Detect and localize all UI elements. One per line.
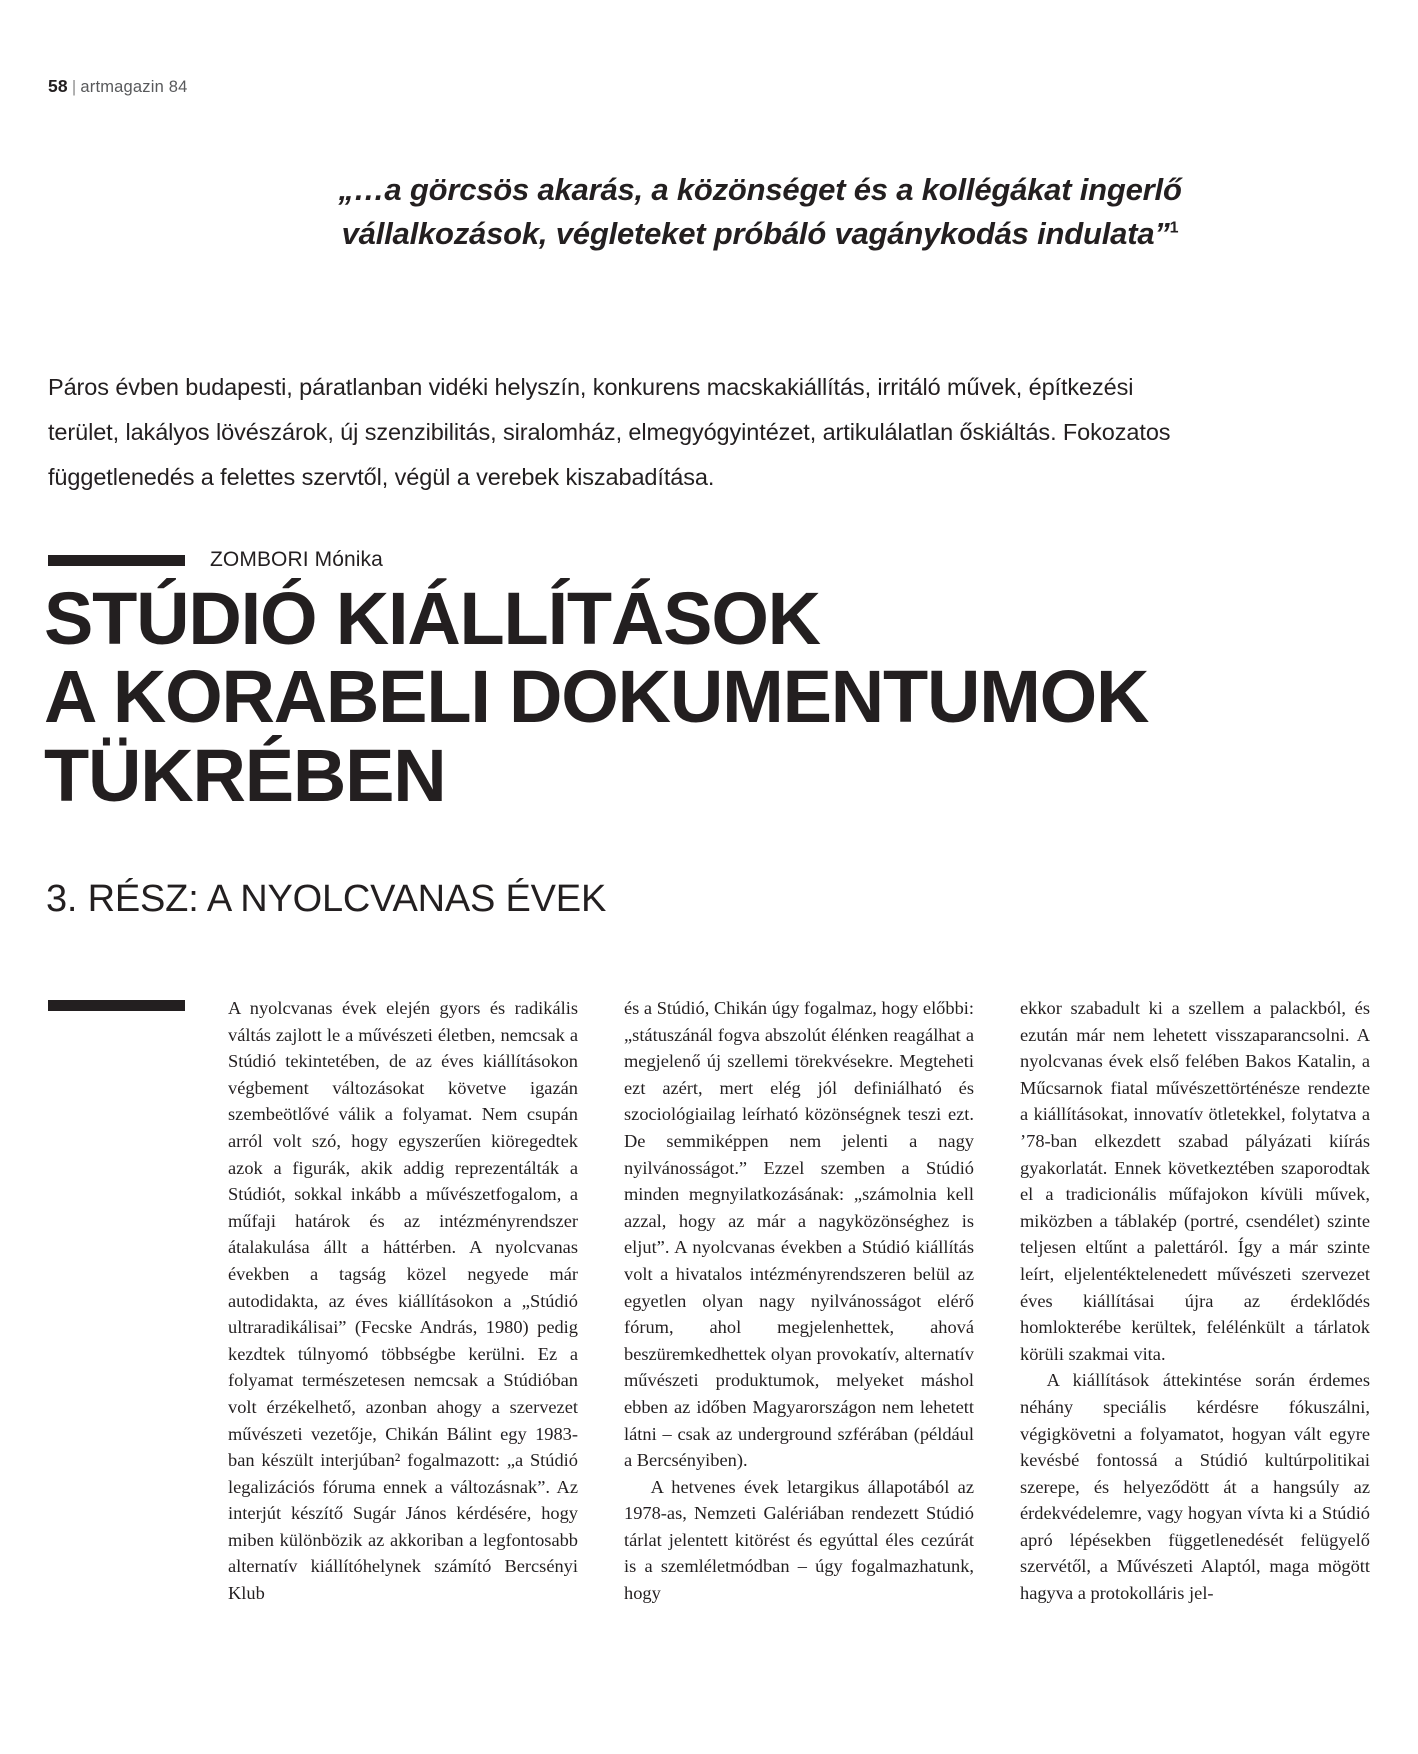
body-column-3: [1020, 995, 1370, 1607]
pull-quote-text: „…a görcsös akarás, a közönséget és a kollégákat ingerlő vállalkozások, végleteket próbáló vagánykodás indulata”: [338, 172, 1182, 252]
page-title: [44, 577, 1334, 817]
body-start-rule: [48, 1000, 185, 1011]
paragraph: és a Stúdió, Chikán úgy fogalmaz, hogy előbbi: „státuszánál fogva abszolút élénken reagálhat a megjelenő új szellemi törekvésekre. Megteheti ezt azért, mert elég jól definiálható és szociológiailag leírható közönségnek teszi ezt. De semmiképpen nem jelenti a nagy nyilvánosságot.” Ezzel szemben a Stúdió minden megnyilatkozásának: „számolnia kell azzal, hogy az már a nagyközönséghez is eljut”. A nyolcvanas években a Stúdió kiállítás volt a hivatalos intézményrendszeren belül az egyetlen olyan nagy nyilvánosságot elérő fórum, ahol megjelenhettek, ahová beszüremkedhettek olyan provokatív, alternatív művészeti produktumok, melyeket máshol ebben az időben Magyarországon nem lehetett látni – csak az underground szférában (például a Bercsényiben).: [624, 998, 974, 1471]
pull-quote-footnote-marker: 1: [1169, 219, 1179, 237]
body-columns: [228, 995, 1370, 1607]
paragraph: ekkor szabadult ki a szellem a palackból, és ezután már nem lehetett visszaparancsolni. A nyolcvanas évek első felében Bakos Katalin, a Műcsarnok fiatal művészettörténésze rendezte a kiállításokat, innovatív ötletekkel, folytatva a ’78-ban elkezdett szabad pályázati kiírás gyakorlatát. Ennek következtében szaporodtak el a tradicionális műfajokon kívüli művek, miközben a táblakép (portré, csendélet) szinte teljesen eltűnt a palettáról. Így a már szinte leírt, eljelentéktelenedett művészeti szervezet éves kiállításai újra az érdeklődés homlokterébe kerültek, felélénkült a tárlatok körüli szakmai vita.: [1020, 998, 1370, 1364]
author-rule: [48, 555, 185, 566]
page-subtitle: 3. RÉSZ: A NYOLCVANAS ÉVEK: [46, 878, 607, 920]
headline-line-3: TÜKRÉBEN: [44, 733, 446, 817]
headline-line-1: STÚDIÓ KIÁLLÍTÁSOK: [44, 577, 820, 660]
body-column-2: [624, 995, 974, 1607]
author-row: [48, 548, 948, 572]
paragraph: A kiállítások áttekintése során érdemes néhány speciális kérdésre fókuszálni, végigkövetni a folyamatot, hogyan vált egyre kevésbé fontossá a Stúdió kultúrpolitikai szerepe, és helyeződött át a hangsúly az érdekvédelemre, vagy hogyan vívta ki a Stúdió apró lépésekben függetlenedését felügyelő szervétől, a Művészeti Alaptól, maga mögött hagyva a protokolláris jel-: [1020, 1370, 1370, 1604]
running-head-separator: |: [71, 78, 77, 96]
publication-name: artmagazin 84: [80, 78, 188, 96]
body-column-1: [228, 995, 578, 1607]
headline-line-2: A KORABELI DOKUMENTUMOK: [44, 655, 1149, 739]
pull-quote: [330, 168, 1190, 256]
author-name: ZOMBORI Mónika: [210, 548, 383, 571]
paragraph: A hetvenes évek letargikus állapotából az 1978-as, Nemzeti Galériában rendezett Stúdió tárlat jelentett kitörést és egyúttal éles cezúrát is a szemléletmódban – úgy fogalmazhatunk, hogy: [624, 1476, 974, 1604]
paragraph: A nyolcvanas évek elején gyors és radikális váltás zajlott le a művészeti életben, nemcsak a Stúdió tekintetében, de az éves kiállításokon végbement változásokat követve igazán szembeötlővé válik a folyamat. Nem csupán arról volt szó, hogy egyszerűen kiöregedtek azok a figurák, akik addig reprezentálták a Stúdiót, sokkal inkább a művészetfogalom, a műfaji határok és az intézményrendszer átalakulása állt a háttérben. A nyolcvanas években a tagság közel negyede már autodidakta, az éves kiállításokon a „Stúdió ultraradikálisai” (Fecske András, 1980) pedig kezdtek túlnyomó többségbe kerülni. Ez a folyamat természetesen nemcsak a Stúdióban volt érzékelhető, azonban ahogy a szervezet művészeti vezetője, Chikán Bálint egy 1983-ban készült interjúban² fogalmazott: „a Stúdió legalizációs fóruma ennek a változásnak”. Az interjút készítő Sugár János kérdésére, hogy miben különbözik az akkoriban a legfontosabb alternatív kiállítóhelynek számító Bercsényi Klub: [228, 998, 578, 1604]
lead-paragraph: Páros évben budapesti, páratlanban vidéki helyszín, konkurens macskakiállítás, irritáló művek, építkezési terület, lakályos lövészárok, új szenzibilitás, siralomház, elmegyógyintézet, artikulálatlan őskiáltás. Fokozatos függetlenedés a felettes szervtől, végül a verebek kiszabadítása.: [48, 374, 1171, 491]
running-head: [48, 76, 188, 97]
page-number: 58: [48, 76, 68, 96]
